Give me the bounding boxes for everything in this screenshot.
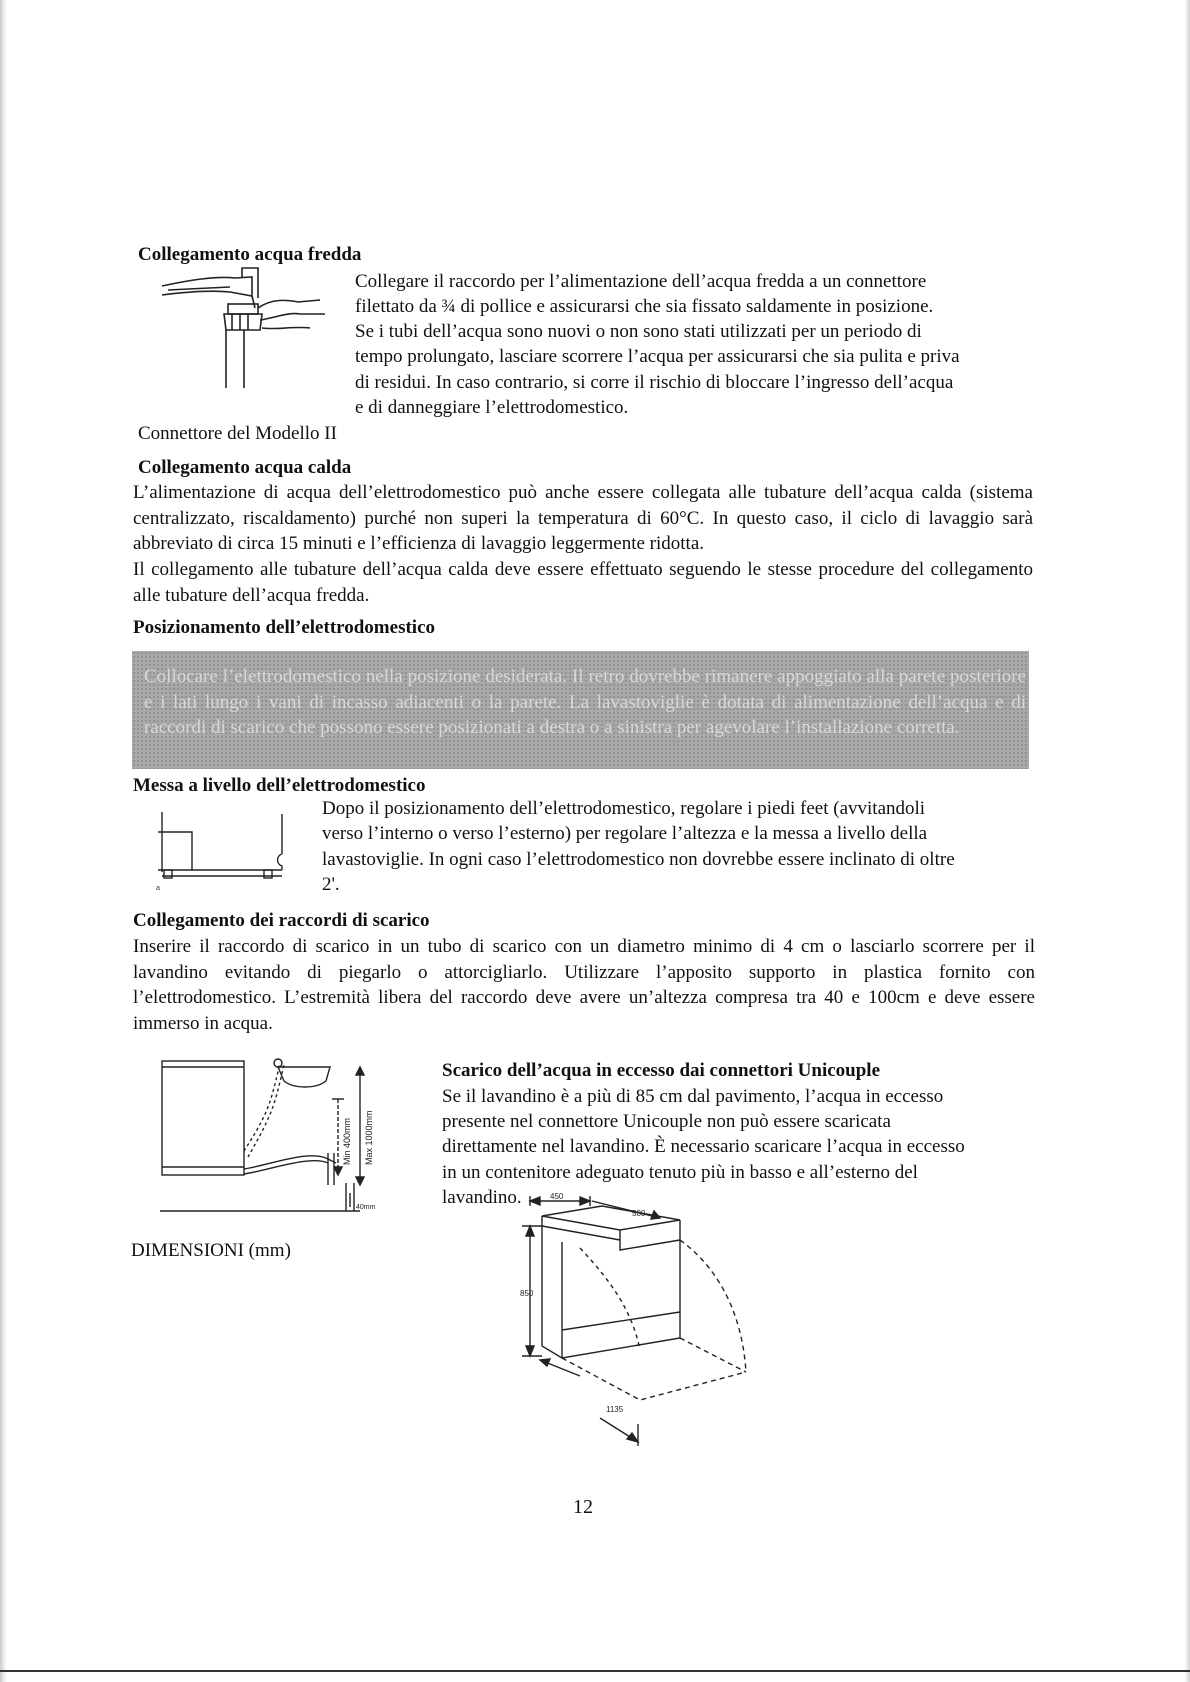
leveling-line-4: 2'. (322, 874, 340, 895)
scan-edge-right (1184, 0, 1190, 1682)
heading-positioning: Posizionamento dell’elettrodomestico (133, 617, 435, 638)
cold-line-3: Se i tubi dell’acqua sono nuovi o non sono stati utilizzati per un periodo di (355, 321, 922, 342)
leveling-line-1: Dopo il posizionamento dell’elettrodomestico, regolare i piedi feet (avvitandoli (322, 798, 926, 819)
connector-caption: Connettore del Modello II (138, 423, 337, 444)
excess-line-4: in un contenitore adeguato tenuto più in basso e all’esterno del (442, 1162, 918, 1183)
excess-line-1: Se il lavandino è a più di 85 cm dal pavimento, l’acqua in eccesso (442, 1086, 944, 1107)
excess-line-2: presente nel connettore Unicouple non può essere scaricata (442, 1111, 891, 1132)
positioning-paragraph: Collocare l’elettrodomestico nella posizione desiderata. Il retro dovrebbe rimanere appoggiato alla parete posteriore e i lati lungo i vani di incasso adiacenti o la parete. La lavastoviglie è dotata di alimentazione dell’acqua e di raccordi di scarico che possono essere posizionati a destra o a sinistra per agevolare l’installazione corretta. (144, 666, 1026, 738)
drain-min-label: Min 400mm (342, 1117, 352, 1165)
leveling-small-label: a (156, 885, 160, 892)
heading-hot-water: Collegamento acqua calda (138, 457, 352, 478)
drain-paragraph: Inserire il raccordo di scarico in un tubo di scarico con un diametro minimo di 4 cm o lasciarlo scorrere per il lavandino evitando di piegarlo o attorcigliarlo. Utilizzare l’apposito supporto in plastica fornito con l’elettrodomestico. L’estremità libera del raccordo deve avere un’altezza compresa tra 40 e 100cm e deve essere immerso in acqua. (133, 936, 1035, 1034)
faucet-connector-illustration (160, 268, 335, 393)
dim-door-label: 1135 (606, 1405, 624, 1414)
heading-leveling: Messa a livello dell’elettrodomestico (133, 775, 426, 796)
heading-excess-water: Scarico dell’acqua in eccesso dai connettori Unicouple (442, 1060, 881, 1081)
cold-line-6: e di danneggiare l’elettrodomestico. (355, 397, 629, 418)
leveling-illustration (152, 802, 297, 892)
cold-line-2: filettato da ¾ di pollice e assicurarsi che sia fissato saldamente in posizione. (355, 296, 934, 317)
leveling-line-3: lavastoviglie. In ogni caso l’elettrodomestico non dovrebbe essere inclinato di oltre (322, 849, 955, 870)
drain-bottom-label: 40mm (356, 1204, 376, 1211)
drain-max-label: Max 1000mm (364, 1110, 374, 1165)
dim-height-label: 850 (520, 1289, 534, 1298)
dimensions-diagram (520, 1190, 770, 1450)
excess-line-5: lavandino. (442, 1187, 522, 1208)
excess-line-3: direttamente nel lavandino. È necessario scaricare l’acqua in eccesso (442, 1136, 965, 1157)
hot-water-paragraph-2: Il collegamento alle tubature dell’acqua calda deve essere effettuato seguendo le stesse procedure del collegamento alle tubature dell’acqua fredda. (133, 559, 1033, 606)
leveling-line-2: verso l’interno o verso l’esterno) per regolare l’altezza e la messa a livello della (322, 823, 928, 844)
dimensions-label: DIMENSIONI (mm) (131, 1240, 291, 1261)
scan-edge-left (0, 0, 7, 1682)
page-number: 12 (573, 1496, 593, 1518)
bottom-rule (0, 1670, 1190, 1672)
drain-height-diagram (160, 1055, 400, 1215)
heading-drain: Collegamento dei raccordi di scarico (133, 910, 430, 931)
hot-water-paragraph-1: L’alimentazione di acqua dell’elettrodomestico può anche essere collegata alle tubature dell’acqua calda (sistema centralizzato, riscaldamento) purché non superi la temperatura di 60°C. In questo caso, il ciclo di lavaggio sarà abbreviato di circa 15 minuti e l’efficienza di lavaggio leggermente ridotta. (133, 482, 1033, 554)
dim-width-label: 450 (550, 1192, 564, 1201)
cold-line-5: di residui. In caso contrario, si corre il rischio di bloccare l’ingresso dell’acqua (355, 372, 954, 393)
cold-line-4: tempo prolungato, lasciare scorrere l’acqua per assicurarsi che sia pulita e priva (355, 346, 960, 367)
heading-cold-water: Collegamento acqua fredda (138, 244, 362, 265)
cold-line-1: Collegare il raccordo per l’alimentazione dell’acqua fredda a un connettore (355, 271, 927, 292)
dim-depth-label: 580 (632, 1209, 646, 1218)
